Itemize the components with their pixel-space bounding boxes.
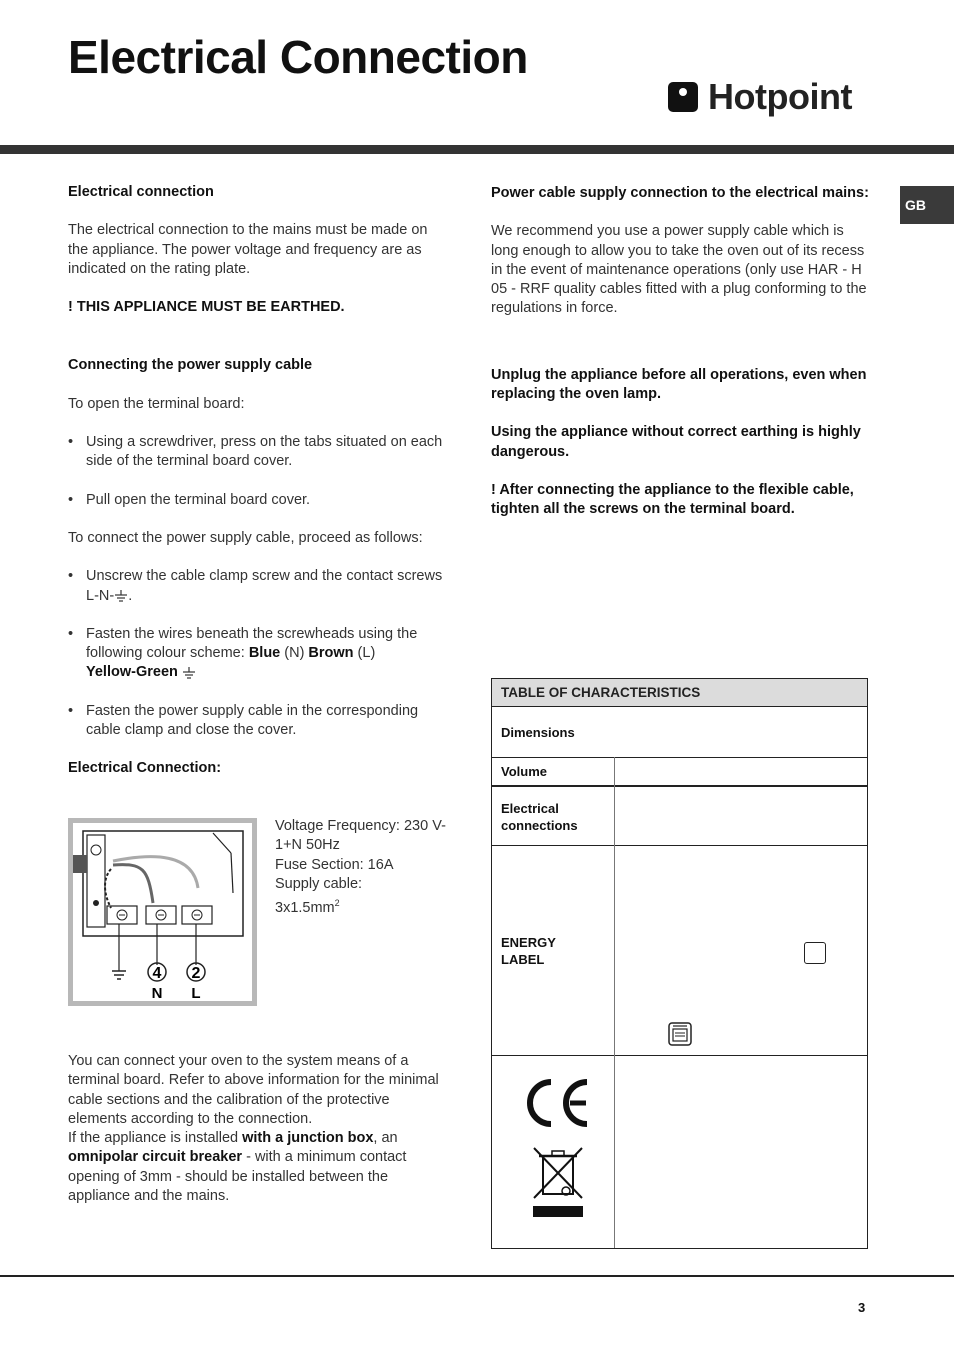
breaker-text-3: , an	[373, 1130, 398, 1147]
header-divider	[0, 145, 954, 154]
colour-yellow-green: Yellow-Green	[86, 664, 178, 681]
table-title: TABLE OF CHARACTERISTICS	[492, 679, 867, 707]
language-tab: GB	[900, 186, 954, 224]
colour-scheme-text: Fasten the wires beneath the screwheads using the following colour scheme:	[86, 625, 418, 662]
spec-supply: Supply cable:	[275, 875, 363, 892]
breaker-text-4: omnipolar circuit breaker	[68, 1149, 243, 1166]
spec-fuse: Fuse Section: 16A	[275, 856, 394, 873]
brand-logo-icon	[668, 82, 698, 112]
ce-mark-icon	[524, 1076, 592, 1130]
oven-icon	[668, 1022, 692, 1046]
earth-icon	[114, 590, 128, 602]
paragraph-breaker	[68, 1129, 448, 1206]
spec-voltage: Voltage Frequency: 230 V-1+N 50Hz	[275, 818, 446, 854]
left-column	[68, 183, 448, 779]
supply-value: 3x1.5mm	[275, 900, 335, 917]
row-label-dimensions: Dimensions	[501, 725, 575, 740]
connect-intro: To connect the power supply cable, proceed as follows:	[68, 529, 423, 546]
list-item: • Unscrew the cable clamp screw and the contact screws L-N- .	[68, 567, 448, 606]
table-row	[492, 1055, 867, 1249]
breaker-text-1: If the appliance is installed	[68, 1130, 243, 1147]
terminal-number-4: 4	[152, 965, 162, 982]
heading-power-cable: Connecting the power supply cable	[68, 357, 313, 374]
paragraph-system: You can connect your oven to the system means of a terminal board. Refer to above information for the minimal cable sections and the calibration of the protective elements according to the connection.	[68, 1053, 439, 1127]
breaker-text-2: with a junction box	[242, 1130, 374, 1147]
colour-n: (N)	[280, 645, 309, 662]
earthing-warning: ! THIS APPLIANCE MUST BE EARTHED.	[68, 299, 345, 316]
table-row	[492, 845, 867, 1056]
warning-screws: ! After connecting the appliance to the flexible cable, tighten all the screws on the terminal board.	[491, 481, 854, 518]
terminal-label-l: L	[191, 985, 201, 1001]
table-row	[492, 707, 867, 757]
heading-electrical-connection: Electrical connection	[68, 184, 214, 200]
connection-specs	[275, 817, 455, 918]
heading-power-supply: Power cable supply connection to the electrical mains:	[491, 185, 869, 201]
open-intro: To open the terminal board:	[68, 395, 245, 412]
terminal-label-n: N	[151, 985, 163, 1001]
supply-superscript: 2	[334, 898, 340, 909]
terminal-board-diagram	[68, 818, 257, 1006]
brand-name: Hotpoint	[708, 76, 852, 117]
weee-bin-icon	[530, 1146, 586, 1222]
list-item: • Fasten the power supply cable in the corresponding cable clamp and close the cover.	[68, 702, 448, 741]
colour-brown: Brown	[308, 645, 354, 662]
row-label-electrical: Electrical connections	[501, 801, 578, 833]
heading-connection-spec: Electrical Connection:	[68, 760, 222, 777]
footer-divider	[0, 1275, 954, 1277]
spec-supply-value	[275, 894, 455, 918]
row-label-energy: ENERGY LABEL	[501, 935, 556, 967]
energy-box-icon	[804, 942, 826, 964]
colour-blue: Blue	[248, 645, 281, 662]
page-number: 3	[858, 1300, 866, 1315]
page-title: Electrical Connection	[68, 31, 528, 83]
list-item	[68, 625, 448, 683]
table-column-divider	[614, 757, 615, 1248]
colour-l: (L)	[353, 645, 376, 662]
paragraph-electrical: The electrical connection to the mains must be made on the appliance. The power voltage and frequency are as indicated on the rating plate.	[68, 222, 428, 277]
list-item: • Using a screwdriver, press on the tabs situated on each side of the terminal board cover.	[68, 433, 448, 472]
warning-unplug: Unplug the appliance before all operations, even when replacing the oven lamp.	[491, 366, 867, 403]
warning-earthing: Using the appliance without correct earthing is highly dangerous.	[491, 424, 861, 460]
terminal-number-2: 2	[191, 965, 201, 982]
brand-logo	[668, 76, 852, 118]
system-connection-text	[68, 1052, 448, 1206]
earth-icon	[182, 667, 196, 679]
terminal-board-drawing	[73, 823, 252, 1001]
paragraph-power: We recommend you use a power supply cable which is long enough to allow you to take the oven out of its recess in the event of maintenance operations (only use HAR - H 05 - RRF quality cables fitted with a plug conforming to the regulations in force.	[491, 223, 867, 317]
table-row	[492, 785, 867, 847]
right-column	[491, 184, 871, 520]
breaker-text-5: - with a minimum contact opening of 3mm - should be installed between the appliance and the mains.	[68, 1149, 407, 1205]
table-row	[492, 757, 867, 786]
characteristics-table	[491, 678, 868, 1249]
row-label-volume: Volume	[501, 764, 547, 779]
unscrew-text: Unscrew the cable clamp screw and the contact screws L-N-	[86, 568, 443, 604]
list-item: • Pull open the terminal board cover.	[68, 491, 448, 510]
